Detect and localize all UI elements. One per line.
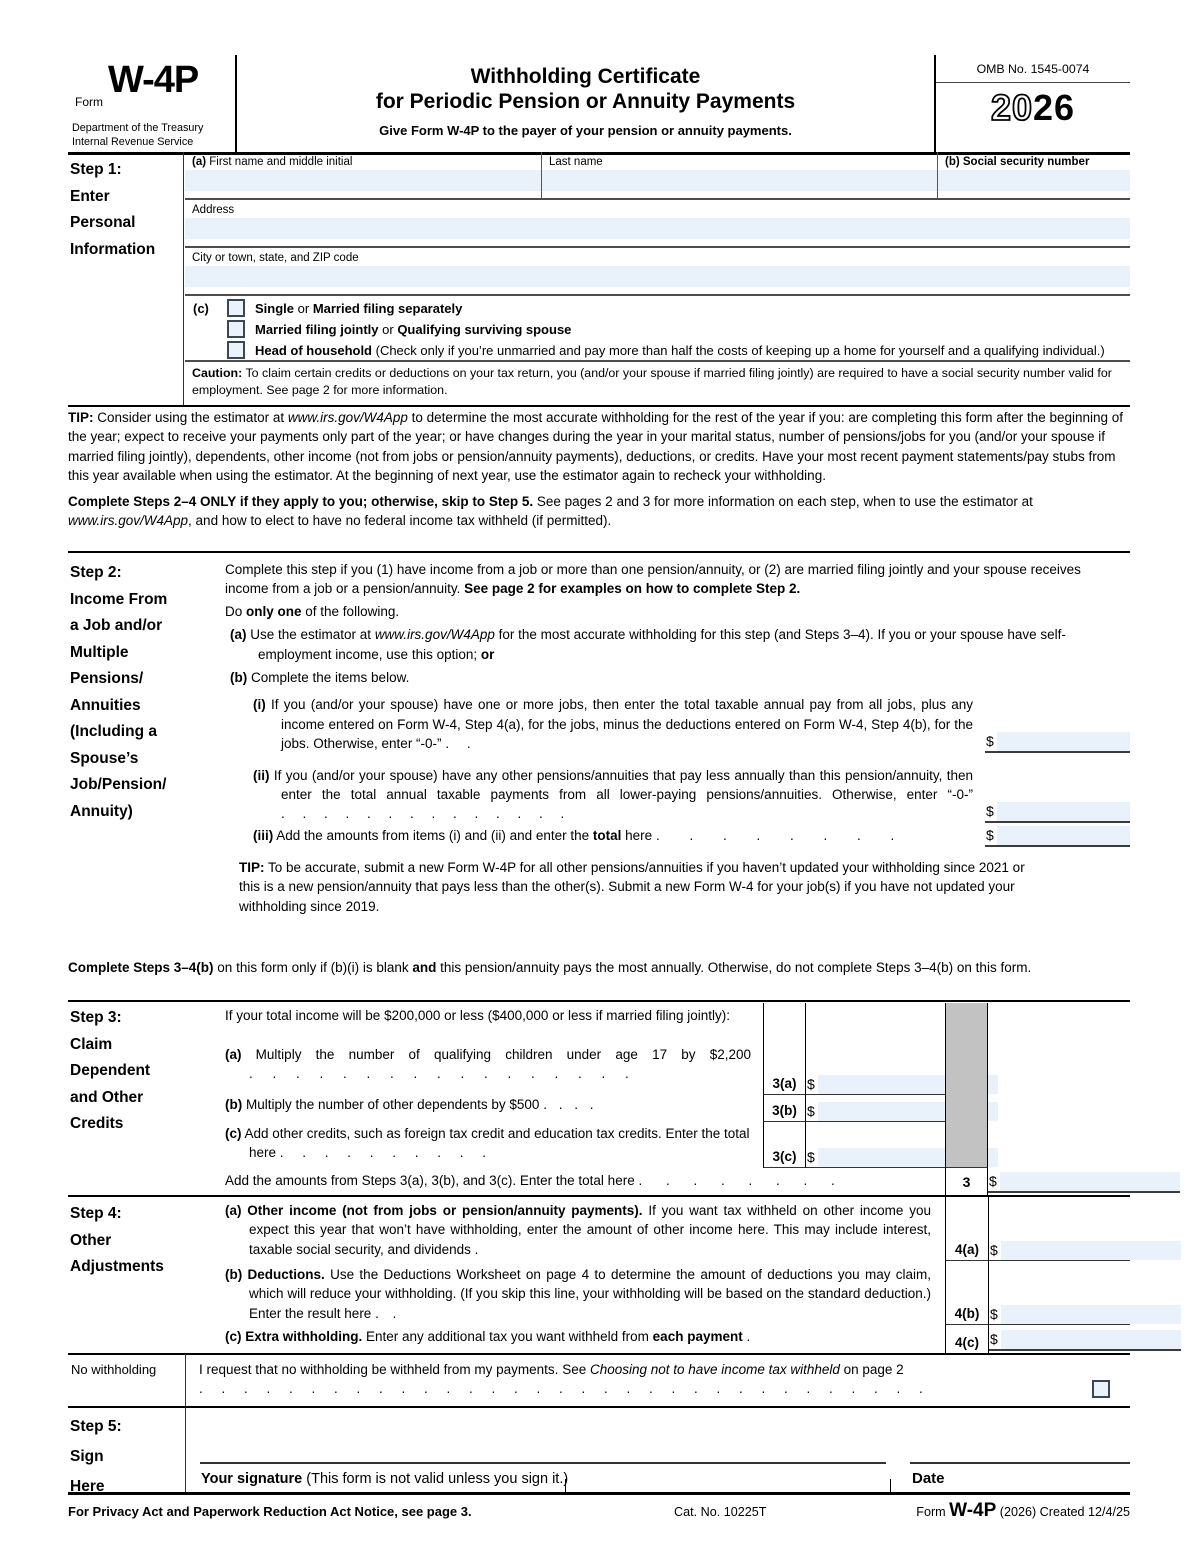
step3-item-b-text: (b) Multiply the number of other dependents by $500 . . . . [225,1097,594,1112]
line-3-label: 3 [945,1168,988,1195]
step4-label [68,1197,225,1353]
footer-form-number: W-4P [949,1500,997,1521]
form-word: Form [75,95,103,109]
single-option-label: Single or Married filing separately [255,300,463,316]
single-checkbox[interactable] [227,299,245,317]
dollar-sign: $ [807,1103,815,1119]
line-3b-field [805,1095,945,1122]
form-identity [68,55,235,152]
step2-label-line: Annuities [70,696,141,714]
step2-item-a: (a) Use the estimator at www.irs.gov/W4App for the most accurate withholding for this step (and Steps 3–4). If you or your spouse have self-employment income, use this option; or [230,627,1066,662]
first-name-label: (a) First name and middle initial [192,156,353,168]
step2-item-i-row [253,695,1130,753]
step2-section [68,556,1130,955]
last-name-label: Last name [549,156,603,168]
date-label: Date [912,1470,945,1487]
complete-steps-2-4-note: Complete Steps 2–4 ONLY if they apply to you; otherwise, skip to Step 5. See pages 2 and 3 for more information on each step, when to use the estimator at www.irs.gov/W4App, and how to elect to have no federal income tax withheld (if permitted). [68,493,1033,529]
line-3c-field [805,1122,945,1168]
step1-label-line: Enter [70,187,110,205]
step2-content [225,560,1130,955]
line-3-input[interactable] [1000,1172,1180,1191]
step3-label-line: Claim [70,1035,113,1053]
step5-label-line: Sign [70,1448,104,1465]
form-title-line2: for Periodic Pension or Annuity Payments [375,90,796,113]
step5-section [68,1408,1130,1495]
cell-tick [890,1479,891,1492]
first-name-cell [185,152,542,198]
address-label: Address [192,204,235,216]
step2-label [70,560,225,825]
dollar-sign: $ [807,1076,815,1092]
line-4c-field [988,1325,1130,1353]
step3-item-c-text: (c) Add other credits, such as foreign tax credit and education tax credits. Enter the total here . . . . . . . . . . [225,1126,750,1161]
year-solid: 26 [1033,87,1076,128]
step2-label-line: Job/Pension/ [70,776,167,793]
form-number: W-4P [108,59,199,101]
ssn-label: (b) Social security number [945,156,1090,168]
city-row [185,248,1130,296]
city-label: City or town, state, and ZIP code [192,252,359,264]
signature-line[interactable] [200,1462,886,1464]
step1-label [70,157,180,263]
step2-label-line: Step 2: [70,564,122,581]
filing-status-option-single [227,299,462,317]
head-of-household-checkbox[interactable] [227,341,245,359]
dept-line-2: Internal Revenue Service [72,135,194,148]
line-4b-label: 4(b) [945,1261,988,1325]
filing-status-marker: (c) [193,301,209,316]
dollar-sign: $ [986,826,994,843]
line-4c-label: 4(c) [945,1325,988,1353]
signature-label: Your signature (This form is not valid unless you sign it.) [201,1471,569,1487]
form-year [936,83,1130,129]
step2-item-ii-input[interactable] [997,802,1130,821]
privacy-act-notice: For Privacy Act and Paperwork Reduction Act Notice, see page 3. [68,1504,472,1519]
filing-status-option-hoh [227,341,1105,359]
omb-year-block [936,55,1130,152]
step3-label-line: Dependent [70,1062,151,1079]
address-input[interactable] [185,218,1130,239]
step2-item-iii-input[interactable] [997,826,1130,845]
step2-tip: TIP: To be accurate, submit a new Form W-4P for all other pensions/annuities if you haven’t updated your withholding since 2021 or this is a new pension/annuity that pays less than the other(s). Submit a new Form W-4 for your job(s) if you have not updated your withholding since 2019. [239,859,1025,914]
step3-intro: If your total income will be $200,000 or less ($400,000 or less if married filing jointly): [225,1008,730,1023]
step4-item-a-text: (a) Other income (not from jobs or pension/annuity payments). If you want tax withheld on other income you expect this year that won’t have withholding, enter the amount of other income here. This may include interest, taxable social security, and dividends . [225,1203,931,1257]
step1-label-line: Personal [70,214,136,231]
married-jointly-option-label: Married filing jointly or Qualifying surviving spouse [255,321,572,337]
step2-label-line: Annuity) [70,802,133,820]
step3-label-line: Credits [70,1115,124,1132]
step3-total-text: Add the amounts from Steps 3(a), 3(b), and 3(c). Enter the total here . . . . . . . . [225,1173,835,1188]
table-cell [805,1003,945,1045]
step5-label-line: Here [70,1478,105,1495]
step5-divider [185,1408,186,1492]
omb-number: OMB No. 1545-0074 [936,55,1130,83]
no-withholding-section [68,1354,1130,1408]
name-ssn-row [185,152,1130,200]
step3-label [68,1003,225,1195]
no-withholding-checkbox[interactable] [1092,1380,1110,1398]
address-row [185,200,1130,248]
step4-label-line: Adjustments [70,1258,164,1275]
step2-item-i-input[interactable] [997,732,1130,751]
complete-steps-3-4b-note: Complete Steps 3–4(b) on this form only if (b)(i) is blank and this pension/annuity pays the most annually. Otherwise, do not complete Steps 3–4(b) on this form. [68,958,1130,1002]
married-jointly-checkbox[interactable] [227,320,245,338]
line-4b-input[interactable] [1001,1305,1181,1324]
city-input[interactable] [185,266,1130,287]
line-4a-label: 4(a) [945,1197,988,1261]
dept-line-1: Department of the Treasury [72,122,204,134]
step3-label-line: Step 3: [70,1009,122,1026]
tip-block [68,408,1130,553]
caution-note: Caution: To claim certain credits or deductions on your tax return, you (and/or your spouse if married filing jointly) are required to have a social security number valid for employment. See page 2 for more information. [192,366,1112,397]
filing-status-option-married [227,320,571,338]
year-outline: 20 [990,87,1033,128]
step3-label-line: and Other [70,1088,144,1106]
ssn-cell [938,152,1130,198]
no-withholding-divider [185,1354,186,1406]
step1-content [185,152,1130,405]
filing-status-row [185,296,1130,362]
form-title-line1: Withholding Certificate [470,65,701,88]
department-lines [72,122,203,149]
date-line[interactable] [910,1462,1130,1464]
step2-item-b: (b) Complete the items below. [230,670,410,686]
step2-item-ii-amount [985,802,1130,823]
step2-label-line: a Job and/or [70,617,163,634]
step2-item-i-amount [985,732,1130,753]
dollar-sign: $ [986,802,994,819]
line-4b-field [988,1261,1130,1325]
dollar-sign: $ [989,1173,997,1189]
ssn-input[interactable] [938,170,1130,191]
step4-item-b-text: (b) Deductions. Use the Deductions Worksheet on page 4 to determine the amount of deductions you may claim, which will reduce your withholding. (If you skip this line, your withholding will be based on the standard deduction.) Enter the result here . . [225,1267,932,1321]
footer-form-word: Form [916,1505,946,1519]
line-4a-input[interactable] [1001,1241,1181,1260]
catalog-number: Cat. No. 10225T [674,1505,767,1519]
step2-item-ii-row [253,766,1130,824]
step1-section [68,152,1130,407]
cell-tick [565,1479,566,1492]
step2-label-line: Pensions/ [70,670,144,687]
form-title-block [235,55,936,152]
step2-label-line: Income From [70,590,168,608]
step4-label-line: Other [70,1231,112,1249]
step2-item-i-text: (i) If you (and/or your spouse) have one or more jobs, then enter the total taxable annual pay from all jobs, plus any income entered on Form W-4, Step 4(a), for the jobs, minus the deductions entered on Form W-4, Step 4(b), for the jobs. Otherwise, enter “-0-” . . [253,697,973,752]
step3-item-a-text: (a) Multiply the number of qualifying children under age 17 by $2,200 . . . . . . . . . . . . . . . . . [225,1047,751,1082]
no-withholding-text: I request that no withholding be withheld from my payments. See Choosing not to have income tax withheld on page 2 . . . . . . . . . . . . . . . . . . . . . . . . . . . . . . . . . [199,1362,923,1397]
form-footer [68,1500,1130,1526]
line-4a-field [988,1197,1130,1261]
head-of-household-option-label: Head of household (Check only if you’re unmarried and pay more than half the costs of keeping up a home for yourself and a qualifying individual.) [255,342,1105,358]
tip-paragraph: TIP: Consider using the estimator at www.irs.gov/W4App to determine the most accurate withholding for the rest of the year if you: are completing this form after the beginning of the year; expect to receive your payments only part of the year; or have changes during the year in your marital status, number of pensions/jobs for you (and/or your spouse if married filing jointly), dependents, other income (not from jobs or pension/annuity payments), deductions, or credits. Have your most recent payment statements/pay stubs from this year available when using the estimator. At the beginning of next year, use the estimator again to recheck your withholding. [68,410,1124,484]
step3-section [68,1003,1130,1197]
step2-item-ii-text: (ii) If you (and/or your spouse) have any other pensions/annuities that pay less annually than this pension/annuity, then enter the total annual taxable payments from all lower-paying pensions/annuities. Otherwise, enter “-0-” . . . . . . . . . . . . . . [253,767,973,822]
step2-item-iii-row [253,826,1130,848]
line-4c-input[interactable] [1001,1330,1181,1349]
first-name-input[interactable] [185,170,541,191]
footer-form-id [916,1500,1130,1522]
dollar-sign: $ [990,1306,998,1322]
form-subtitle: Give Form W-4P to the payer of your pension or annuity payments. [379,123,792,138]
step4-section [68,1197,1130,1355]
shaded-column [945,1003,988,1168]
step5-label-line: Step 5: [70,1418,122,1435]
form-header [68,55,1130,155]
step1-label-line: Information [70,240,156,258]
step1-label-line: Step 1: [70,161,122,178]
last-name-input[interactable] [542,170,937,191]
no-withholding-label: No withholding [71,1362,157,1377]
line-3b-label: 3(b) [763,1095,805,1122]
step2-intro: Complete this step if you (1) have income from a job or more than one pension/annuity, or (2) are married filing jointly and your spouse receives income from a job or a pension/annuity. See page 2 for examples on how to complete Step 2. [225,562,1081,597]
dollar-sign: $ [807,1149,815,1165]
dollar-sign: $ [990,1331,998,1347]
dollar-sign: $ [986,732,994,749]
step4-item-c-text: (c) Extra withholding. Enter any additional tax you want withheld from each payment . [225,1329,751,1344]
dollar-sign: $ [990,1242,998,1258]
step2-item-iii-amount [985,826,1130,847]
line-3c-label: 3(c) [763,1122,805,1168]
table-cell [988,1003,1130,1168]
step2-do-only-one: Do only one of the following. [225,603,400,619]
step4-label-line: Step 4: [70,1205,122,1222]
step2-item-iii-text: (iii) Add the amounts from items (i) and (ii) and enter the total here . . . . . . . . [253,827,895,843]
step2-label-line: Spouse’s [70,749,139,767]
line-3a-field [805,1045,945,1095]
last-name-cell [542,152,938,198]
footer-form-suffix: (2026) Created 12/4/25 [999,1505,1130,1519]
line-3-field [988,1168,1130,1195]
step1-divider [183,152,184,405]
table-cell [763,1003,805,1045]
step5-label [70,1412,180,1502]
line-3a-label: 3(a) [763,1045,805,1095]
step2-label-line: Multiple [70,643,129,661]
step2-label-line: (Including a [70,723,157,740]
